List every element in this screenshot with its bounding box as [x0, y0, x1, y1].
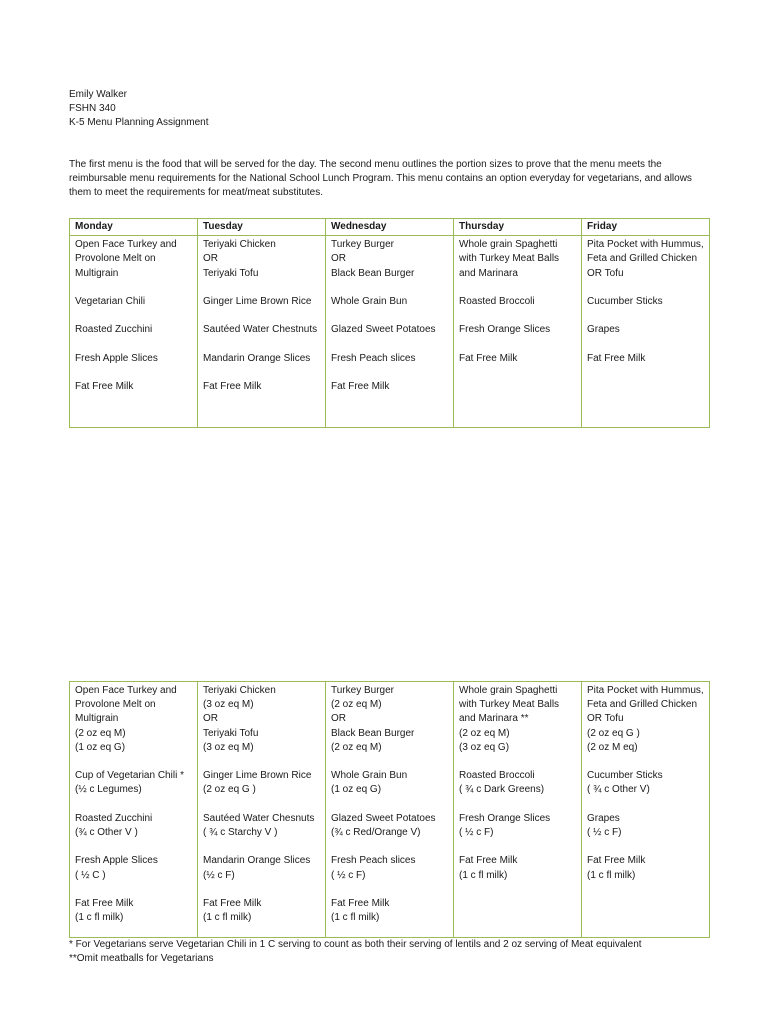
menu-item: Grapes — [587, 324, 620, 336]
menu-item: Whole grain Spaghetti with Turkey Meat Balls and Marinara ** (2 oz eq M) (3 oz eq G) — [459, 685, 560, 753]
menu-item: Fresh Orange Slices ( ½ c F) — [459, 812, 551, 838]
menu-item: Mandarin Orange Slices (½ c F) — [203, 855, 311, 881]
menu-item: Teriyaki Chicken OR Teriyaki Tofu — [203, 239, 276, 279]
menu-item: Fat Free Milk — [203, 381, 262, 393]
day-header: Tuesday — [198, 219, 326, 236]
menu-item: Turkey Burger OR Black Bean Burger — [331, 239, 415, 279]
course-code: FSHN 340 — [69, 103, 116, 114]
menu-item: Fresh Peach slices — [331, 352, 416, 364]
menu-item: Whole grain Spaghetti with Turkey Meat Balls and Marinara — [459, 239, 560, 279]
menu-item: Fat Free Milk (1 c fl milk) — [331, 897, 390, 924]
menu-item: Fat Free Milk — [459, 352, 518, 364]
menu-item: Pita Pocket with Hummus, Feta and Grilled Chicken OR Tofu — [587, 239, 704, 279]
menu-item: Fresh Apple Slices ( ½ C ) — [75, 855, 158, 881]
menu-item: Sautéed Water Chesnuts ( ¾ c Starchy V ) — [203, 812, 315, 838]
menu-item: Sautéed Water Chestnuts — [203, 324, 318, 336]
menu-item: Fat Free Milk (1 c fl milk) — [203, 897, 262, 924]
menu-item: Fresh Peach slices ( ½ c F) — [331, 855, 416, 881]
menu-item: Fat Free Milk (1 c fl milk) — [587, 855, 646, 881]
menu-item: Teriyaki Chicken (3 oz eq M) OR Teriyaki Tofu (3 oz eq M) — [203, 685, 276, 753]
menu-item: Roasted Broccoli ( ¾ c Dark Greens) — [459, 770, 545, 796]
menu-item: Cucumber Sticks ( ¾ c Other V) — [587, 770, 663, 796]
day-header: Friday — [582, 219, 710, 236]
menu-item: Ginger Lime Brown Rice — [203, 296, 312, 307]
assignment-title: K-5 Menu Planning Assignment — [69, 117, 209, 128]
menu-item: Grapes ( ½ c F) — [587, 812, 622, 838]
footnote-meatballs: **Omit meatballs for Vegetarians — [69, 953, 214, 964]
menu-cell — [454, 236, 582, 428]
menu-item: Turkey Burger (2 oz eq M) OR Black Bean Burger (2 oz eq M) — [331, 685, 415, 753]
day-header: Thursday — [454, 219, 582, 236]
menu-item: Fat Free Milk — [587, 352, 646, 364]
menu-item: Fat Free Milk — [331, 381, 390, 393]
menu-item: Fresh Orange Slices — [459, 324, 551, 336]
footnotes — [69, 938, 729, 966]
menu-item: Open Face Turkey and Provolone Melt on Multigrain — [75, 239, 177, 279]
intro-paragraph: The first menu is the food that will be served for the day. The second menu outlines the portion sizes to prove that the menu meets the reimbursable menu requirements for the National School Lunch Program. This menu contains an option everyday for vegetarians, and allows them to meet the requirements for meat/meat substitutes. — [69, 159, 692, 198]
portion-cell — [326, 682, 454, 938]
portion-cell — [70, 682, 198, 938]
document-header — [69, 88, 209, 130]
day-header: Wednesday — [326, 219, 454, 236]
menu-cell — [198, 236, 326, 428]
author-name: Emily Walker — [69, 89, 127, 100]
day-header-row — [70, 219, 710, 236]
menu-item: Pita Pocket with Hummus, Feta and Grilled Chicken OR Tofu (2 oz eq G ) (2 oz M eq) — [587, 685, 704, 753]
menu-cell — [582, 236, 710, 428]
menu-cell — [326, 236, 454, 428]
portion-cell — [454, 682, 582, 938]
menu-item: Roasted Zucchini — [75, 324, 153, 336]
menu-item: Glazed Sweet Potatoes — [331, 324, 436, 336]
menu-item: Whole Grain Bun (1 oz eq G) — [331, 770, 408, 796]
footnote-vegetarian-chili: * For Vegetarians serve Vegetarian Chili in 1 C serving to count as both their serving of lentils and 2 oz serving of Meat equivalent — [69, 939, 642, 950]
menu-item: Ginger Lime Brown Rice (2 oz eq G ) — [203, 770, 312, 796]
menu-item: Mandarin Orange Slices — [203, 352, 311, 364]
menu-item: Fat Free Milk — [75, 381, 134, 393]
daily-menu-table — [69, 218, 710, 428]
menu-item: Open Face Turkey and Provolone Melt on Multigrain (2 oz eq M) (1 oz eq G) — [75, 685, 177, 753]
menu-item: Roasted Zucchini (¾ c Other V ) — [75, 812, 153, 838]
menu-item: Fat Free Milk (1 c fl milk) — [75, 897, 134, 924]
menu-item: Fresh Apple Slices — [75, 352, 158, 364]
menu-item: Fat Free Milk (1 c fl milk) — [459, 855, 518, 881]
menu-item: Vegetarian Chili — [75, 296, 146, 307]
menu-item: Whole Grain Bun — [331, 296, 408, 307]
menu-item: Cup of Vegetarian Chili * (½ c Legumes) — [75, 770, 184, 796]
menu-cell — [70, 236, 198, 428]
day-header: Monday — [70, 219, 198, 236]
portion-menu-table — [69, 681, 710, 938]
portion-row — [70, 682, 710, 938]
menu-item: Glazed Sweet Potatoes (¾ c Red/Orange V) — [331, 812, 436, 838]
menu-item: Cucumber Sticks — [587, 296, 663, 307]
menu-item: Roasted Broccoli — [459, 296, 535, 307]
menu-row — [70, 236, 710, 428]
portion-cell — [582, 682, 710, 938]
portion-cell — [198, 682, 326, 938]
